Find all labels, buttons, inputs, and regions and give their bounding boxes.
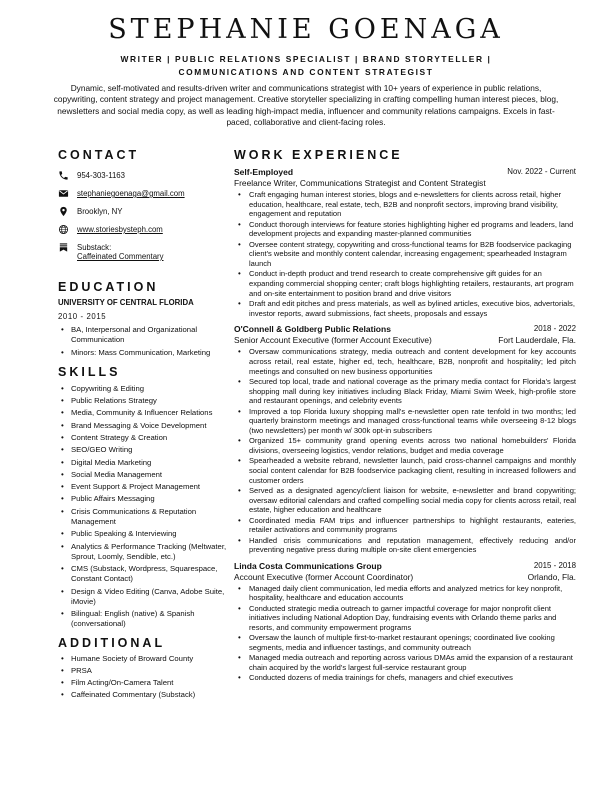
job-bullet: • Managed media outreach and reporting across various DMAs amid the expansion of a restaurant chain acquired by the world's largest full-service restaurant group — [234, 653, 576, 672]
job-bullet: • Oversaw communications strategy, media outreach and content development for key accounts across retail, real estate, higher ed, tech, healthcare, B2B, nonprofit and hospitality; led pitch meetings and consulted on new business opportunities — [234, 347, 576, 376]
education-list — [58, 325, 236, 358]
contact-phone — [58, 171, 236, 181]
phone-icon — [58, 170, 72, 181]
professional-summary: Dynamic, self-motivated and results-driven writer and communications strategist with 10+ years of experience in public relations, copywriting, content strategy and project management. Creative storyteller specializing in crafting compelling human interest pieces, blog, newsletters and social media copy, as well as leading high-impact media, influencer and community relations campaigns. Excels in fast-paced, collaborative and client-facing roles. — [53, 83, 559, 127]
job-location: Orlando, Fla. — [527, 571, 576, 582]
skill-item: • Design & Video Editing (Canva, Adobe Suite, iMovie) — [58, 587, 236, 607]
substack-icon — [58, 242, 72, 253]
skill-item: • Public Speaking & Interviewing — [58, 529, 236, 539]
location-pin-icon — [58, 206, 72, 217]
substack-link[interactable]: Caffeinated Commentary — [77, 252, 164, 261]
education-heading: EDUCATION — [58, 280, 159, 294]
location-text: Brooklyn, NY — [77, 207, 123, 216]
job-bullet: • Managed daily client communication, led media efforts and analyzed metrics for key nonprofit, hospitality, healthcare and education accounts — [234, 584, 576, 603]
right-column — [234, 148, 576, 684]
job-bullet: • Oversee content strategy, copywriting and cross-functional teams for B2B foodservice packaging client's website and monthly content calendar, increasing engagement; spearheaded Instagram launch — [234, 240, 576, 269]
job-entry — [234, 561, 576, 683]
job-bullet: • Spearheaded a website rebrand, newsletter launch, paid cross-channel campaigns and monthly social content calendar for B2B foodservice packaging client, resulting in increased followers and customer orders — [234, 456, 576, 485]
skill-item: • Digital Media Marketing — [58, 458, 236, 468]
website-link[interactable]: www.storiesbysteph.com — [77, 225, 163, 234]
job-entry — [234, 324, 576, 555]
skill-item: • Content Strategy & Creation — [58, 433, 236, 443]
job-bullet: • Served as a designated agency/client liaison for website, e-newsletter and brand copywriting; oversaw editorial calendars and crafted compelling social media copy for clients across retail, real estate, higher education and healthcare — [234, 486, 576, 515]
contact-location — [58, 207, 236, 217]
job-location: Fort Lauderdale, Fla. — [498, 335, 576, 346]
skill-item: • Event Support & Project Management — [58, 482, 236, 492]
contact-substack — [58, 243, 236, 261]
job-entry — [234, 167, 576, 319]
school-name: UNIVERSITY OF CENTRAL FLORIDA — [58, 298, 194, 307]
job-bullet: • Conducted strategic media outreach to garner impactful coverage for major nonprofit client initiatives including National Adoption Day, fundraising events with Orlando theme parks and resorts, and community empowerment programs — [234, 604, 576, 633]
job-bullet: • Conduct thorough interviews for feature stories highlighting higher ed programs and leaders, land development projects and expanding master-planned communities — [234, 220, 576, 239]
skill-item: • Media, Community & Influencer Relations — [58, 408, 236, 418]
job-role: Senior Account Executive (former Account Executive) — [234, 335, 432, 346]
skill-item: • CMS (Substack, Wordpress, Squarespace, Constant Contact) — [58, 564, 236, 584]
job-bullet: • Draft and edit pitches and press materials, as well as bylined articles, executive bios, advertorials, investor reports, award submissions, fact sheets, proposals and essays — [234, 299, 576, 318]
additional-item: • Humane Society of Broward County — [58, 654, 236, 664]
tagline-line-2: COMMUNICATIONS AND CONTENT STRATEGIST — [178, 67, 434, 77]
contact-email — [58, 189, 236, 199]
company-name: Linda Costa Communications Group — [234, 560, 382, 571]
skill-item: • Public Affairs Messaging — [58, 494, 236, 504]
job-bullet: • Handled crisis communications and reputation management, effectively reducing and/or preventing negative press during multiple on-site client emergencies — [234, 536, 576, 555]
email-link[interactable]: stephaniegoenaga@gmail.com — [77, 189, 185, 198]
job-bullets — [234, 347, 576, 555]
globe-icon — [58, 224, 72, 235]
job-dates: Nov. 2022 - Current — [507, 167, 576, 176]
skill-item: • Crisis Communications & Reputation Management — [58, 507, 236, 527]
skill-item: • Social Media Management — [58, 470, 236, 480]
job-bullet: • Secured top local, trade and national coverage as the primary media contact for Florida's largest shopping mall during key initiatives including Black Friday, Miami Swim Week, high-profile store and restaurant openings, and celebrity events — [234, 377, 576, 406]
job-bullet: • Oversaw the launch of multiple first-to-market restaurant openings; coordinated live cooking segments, media and influencer tastings, and community outreach — [234, 633, 576, 652]
job-role: Account Executive (former Account Coordinator) — [234, 571, 414, 582]
skill-item: • Analytics & Performance Tracking (Meltwater, Sprout, Loomly, Sendible, etc.) — [58, 542, 236, 562]
job-bullet: • Conduct in-depth product and trend research to create comprehensive gift guides for an expanding commercial shopping center; craft blogs highlighting retailers, restaurants, art program and on-site entertainment to position brand and drive visitors — [234, 269, 576, 298]
candidate-name: STEPHANIE GOENAGA — [108, 14, 504, 45]
envelope-icon — [58, 188, 72, 199]
additional-item: • PRSA — [58, 666, 236, 676]
job-bullet: • Improved a top Florida luxury shopping mall's e-newsletter open rate tenfold in two months; led quarterly brainstorm meetings and managed cross-functional teams while overseeing 8-12 blogs (two newsletters) per month w/ 300k opt-in subscribers — [234, 407, 576, 436]
company-name: Self-Employed — [234, 167, 294, 177]
job-dates: 2018 - 2022 — [533, 324, 576, 334]
education-years: 2010 - 2015 — [58, 312, 107, 321]
skill-item: • Bilingual: English (native) & Spanish (conversational) — [58, 609, 236, 629]
skill-item: • Copywriting & Editing — [58, 384, 236, 394]
job-bullet: • Coordinated media FAM trips and influencer partnerships to highlight restaurants, eateries, retailer activations and community programs — [234, 516, 576, 535]
tagline-line-1: WRITER | PUBLIC RELATIONS SPECIALIST | BRAND STORYTELLER | — [120, 54, 492, 64]
job-bullets — [234, 190, 576, 319]
job-bullets — [234, 584, 576, 683]
additional-item: • Caffeinated Commentary (Substack) — [58, 690, 236, 700]
phone-number: 954-303-1163 — [77, 171, 125, 180]
additional-item: • Film Acting/On-Camera Talent — [58, 678, 236, 688]
contact-website — [58, 225, 236, 235]
skills-heading: SKILLS — [58, 364, 121, 379]
additional-list — [58, 654, 236, 701]
job-bullet: • Craft engaging human interest stories, blogs and e-newsletters for clients across retail, higher education, healthcare, real estate, tech, B2B and nonprofit sectors, improving brand visibility, engagement and reputation — [234, 190, 576, 219]
skill-item: • Brand Messaging & Voice Development — [58, 421, 236, 431]
contact-heading: CONTACT — [58, 148, 140, 162]
company-name: O'Connell & Goldberg Public Relations — [234, 324, 391, 335]
skill-item: • Public Relations Strategy — [58, 396, 236, 406]
skill-item: • SEO/GEO Writing — [58, 445, 236, 455]
education-item: • Minors: Mass Communication, Marketing — [58, 348, 236, 358]
job-dates: 2015 - 2018 — [533, 560, 576, 570]
job-role: Freelance Writer, Communications Strategist and Content Strategist — [234, 178, 486, 188]
skills-list — [58, 384, 236, 630]
job-bullet: • Organized 15+ community grand opening events across two national homebuilders' Florida divisions, overseeing logistics, vendor relations, budget and media coverage — [234, 436, 576, 455]
job-bullet: • Conducted dozens of media trainings for chefs, managers and chief executives — [234, 673, 576, 683]
additional-heading: ADDITIONAL — [58, 635, 166, 650]
substack-label: Substack: — [77, 243, 112, 252]
left-column — [58, 148, 236, 703]
education-item: • BA, Interpersonal and Organizational Communication — [58, 325, 236, 345]
work-experience-heading: WORK EXPERIENCE — [234, 148, 403, 162]
